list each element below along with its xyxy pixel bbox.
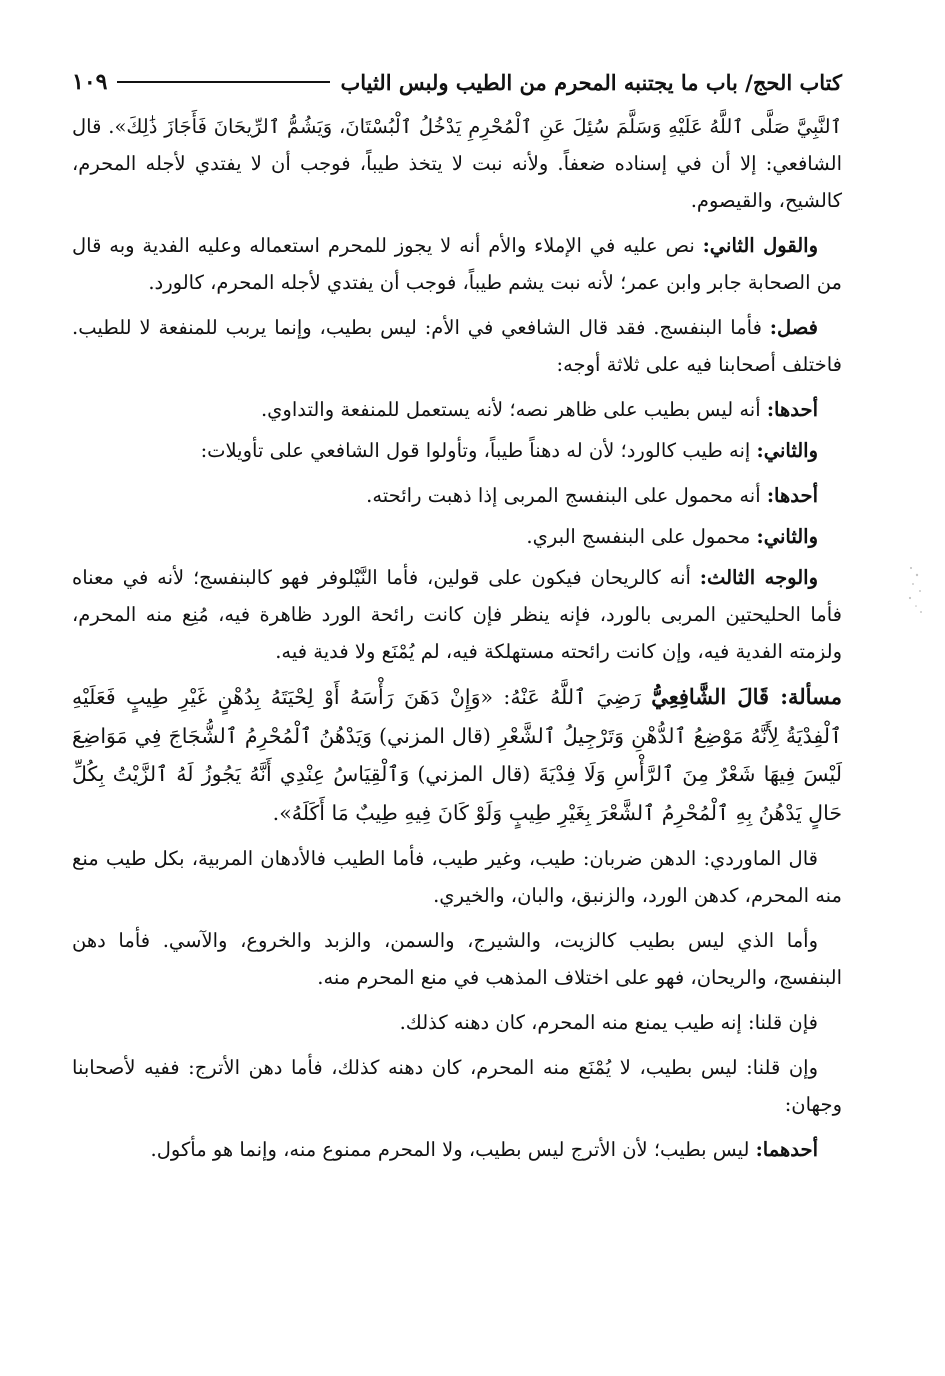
paragraph-masala-quote (72, 678, 842, 832)
paragraph-text: ٱلنَّبِيَّ صَلَّى ٱللَّهُ عَلَيْهِ وَسَلَّمَ سُئِلَ عَنِ ٱلْمُحْرِمِ يَدْخُلُ ٱلْبُسْتَانَ، وَيَشُمُّ ٱلرِّيحَانَ فَأَجَازَ ذَٰلِكَ». قال الشافعي: إلا أن في إسناده ضعفاً. ولأنه نبت لا يتخذ طيباً، فوجب أن لا يفتدي لأجله المحرم، كالشيح، والقيصوم. (72, 115, 842, 212)
paragraph-text: أنه محمول على البنفسج المربى إذا ذهبت رائحته. (366, 484, 767, 507)
paragraph-lead: فصل: (769, 316, 818, 339)
paragraph-text: أنه ليس بطيب على ظاهر نصه؛ لأنه يستعمل للمنفعة والتداوي. (260, 398, 767, 421)
paragraph-interpretation-one (72, 477, 842, 514)
paragraph-lead: والثاني: (756, 525, 818, 548)
paragraph-text: قال الماوردي: الدهن ضربان: طيب، وغير طيب، فأما الطيب فالأدهان المربية، بكل طيب منع منه المحرم، كدهن الورد، والزنبق، والبان، والخيري. (72, 847, 842, 907)
paragraph-lead: مسألة: قَالَ الشَّافِعِيُّ (651, 684, 842, 709)
paragraph-third-view (72, 559, 842, 670)
paragraph-fasl-violet (72, 309, 842, 383)
paragraph-text: أنه كالريحان فيكون على قولين، فأما النَّيْلوفر فهو كالبنفسج؛ لأنه في معناه فأما الحليحتين المربى بالورد، فإنه ينظر فإن كانت رائحة الورد ظاهرة فيه، مُنِع منه المحرم، ولزمته الفدية فيه، وإن كانت رائحته مستهلكة فيه، لم يُمْنَع ولا فدية فيه. (72, 566, 842, 663)
chapter-title: كتاب الحج/ باب ما يجتنبه المحرم من الطيب ولبس الثياب (340, 69, 842, 95)
paragraph-if-not-perfume (72, 1049, 842, 1123)
paragraph-interpretation-two (72, 518, 842, 555)
paragraph-text: إنه طيب كالورد؛ لأن له دهناً طيباً، وتأولوا قول الشافعي على تأويلات: (200, 439, 757, 462)
paragraph-text: ليس بطيب؛ لأن الأترج ليس بطيب، ولا المحرم ممنوع منه، وإنما هو مأكول. (150, 1138, 756, 1161)
paragraph-lead: أحدها: (766, 398, 818, 421)
paragraph-text: فأما البنفسج. فقد قال الشافعي في الأم: ليس بطيب، وإنما يربب للمنفعة لا للطيب. فاختلف أصحابنا فيه على ثلاثة أوجه: (72, 316, 842, 376)
paragraph-hadith-continuation (72, 108, 842, 219)
paragraph-mawardi (72, 840, 842, 914)
paragraph-text: نص عليه في الإملاء والأم أنه لا يجوز للمحرم استعماله وعليه الفدية وبه قال من الصحابة جابر وابن عمر؛ لأنه نبت يشم طيباً، فوجب أن يفتدي لأجله المحرم، كالورد. (72, 234, 842, 294)
scan-speckle (905, 560, 927, 620)
paragraph-lead: والثاني: (756, 439, 818, 462)
paragraph-citron-first-view (72, 1131, 842, 1168)
paragraph-lead: والقول الثاني: (702, 234, 818, 257)
paragraph-lead: والوجه الثالث: (699, 566, 818, 589)
paragraph-lead: أحدها: (766, 484, 818, 507)
paragraph-text: محمول على البنفسج البري. (526, 525, 757, 548)
header-rule (117, 81, 330, 83)
page-number: ١٠٩ (72, 69, 108, 95)
body-text (72, 108, 842, 1168)
paragraph-text: رَضِيَ ٱللَّهُ عَنْهُ: «وَإِنْ دَهَنَ رَأْسَهُ أَوْ لِحْيَتَهُ بِدُهْنٍ غَيْرِ طِيبٍ فَعَلَيْهِ ٱلْفِدْيَةُ لِأَنَّهُ مَوْضِعُ ٱلدُّهْنِ وَتَرْجِيلُ ٱلشَّعْرِ (قال المزني) وَيَدْهُنُ ٱلْمُحْرِمُ ٱلشُّجَاجَ فِي مَوَاضِعَ لَيْسَ فِيهَا شَعْرٌ مِنَ ٱلرَّأْسِ وَلَا فِدْيَةَ (قال المزني) وَٱلْقِيَاسُ عِنْدِي أَنَّهُ يَجُوزُ لَهُ ٱلزَّيْتُ بِكُلِّ حَالٍ يَدْهُنُ بِهِ ٱلْمُحْرِمُ ٱلشَّعْرَ بِغَيْرِ طِيبٍ وَلَوْ كَانَ فِيهِ طِيبٌ مَا أَكَلَهُ». (72, 685, 842, 825)
paragraph-second-opinion (72, 227, 842, 301)
page (72, 62, 842, 1176)
paragraph-if-perfume (72, 1004, 842, 1041)
paragraph-text: فإن قلنا: إنه طيب يمنع منه المحرم، كان دهنه كذلك. (399, 1011, 818, 1034)
paragraph-second-view (72, 432, 842, 469)
paragraph-text: وأما الذي ليس بطيب كالزيت، والشيرج، والسمن، والزبد والخروع، والآسي. فأما دهن البنفسج، والريحان، فهو على اختلاف المذهب في منع المحرم منه. (72, 929, 842, 989)
running-header (72, 62, 842, 102)
paragraph-text: وإن قلنا: ليس بطيب، لا يُمْنَع منه المحرم، كان دهنه كذلك، فأما دهن الأترج: ففيه لأصحابنا وجهان: (72, 1056, 842, 1116)
paragraph-lead: أحدهما: (755, 1138, 818, 1161)
paragraph-non-perfume-oils (72, 922, 842, 996)
paragraph-first-view (72, 391, 842, 428)
